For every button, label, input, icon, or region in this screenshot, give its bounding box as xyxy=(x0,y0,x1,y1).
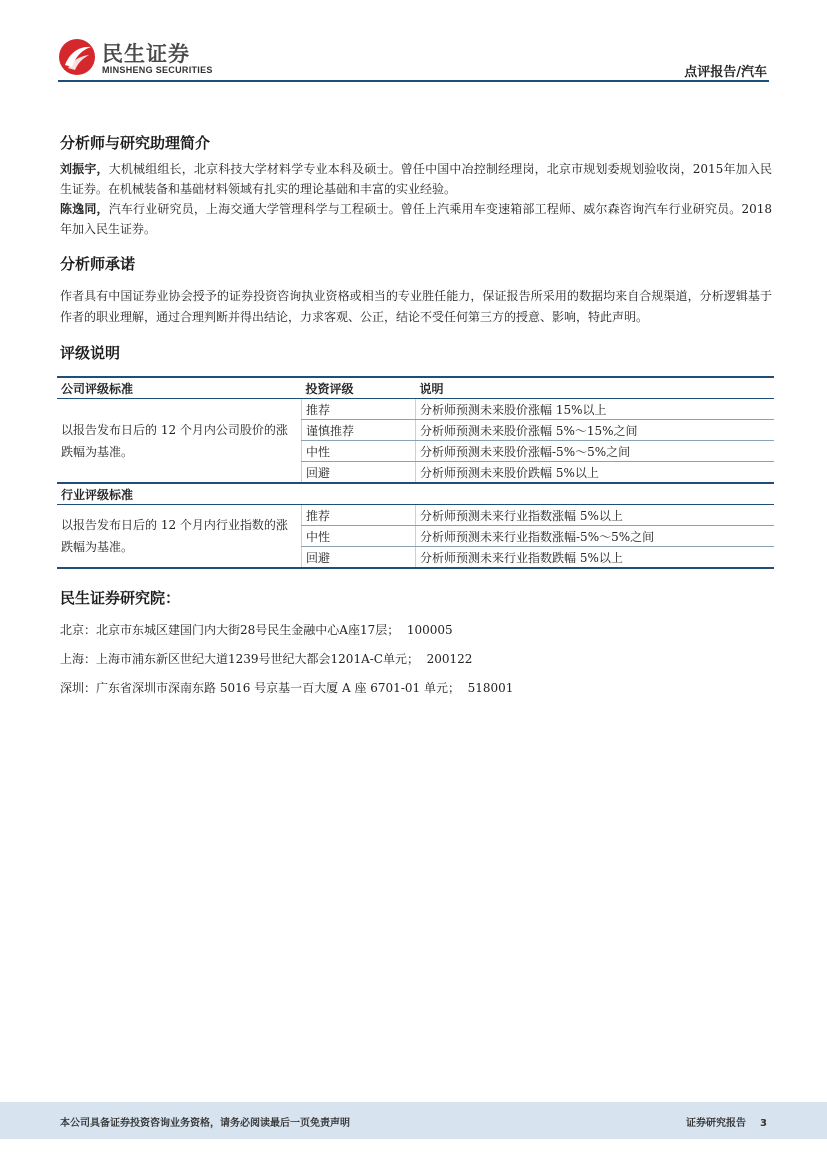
page-content xyxy=(60,128,772,696)
footer-report-label: 证券研究报告 xyxy=(686,1118,747,1129)
rating-value: 中性 xyxy=(302,526,416,547)
footer-right xyxy=(672,1114,767,1129)
footer-disclaimer: 本公司具备证券投资咨询业务资格，请务必阅读最后一页免责声明 xyxy=(60,1118,350,1129)
rating-description: 分析师预测未来股价涨幅-5%～5%之间 xyxy=(416,441,775,462)
rating-value: 推荐 xyxy=(302,505,416,526)
rating-description: 分析师预测未来股价涨幅 15%以上 xyxy=(416,399,775,420)
rating-value: 回避 xyxy=(302,462,416,484)
rating-section-title: 评级说明 xyxy=(60,344,121,362)
logo-chinese-name: 民生证券 xyxy=(102,42,190,66)
logo-english-name: MINSHENG SECURITIES xyxy=(102,65,213,75)
header-divider xyxy=(58,80,769,82)
table-row xyxy=(57,399,774,420)
analyst-bio xyxy=(60,159,772,199)
analyst-bio xyxy=(60,199,772,239)
address-shenzhen: 深圳：广东省深圳市深南东路 5016 号京基一百大厦 A 座 6701-01 单元； 518001 xyxy=(60,681,514,695)
report-category: 点评报告/汽车 xyxy=(684,65,767,80)
address-beijing: 北京：北京市东城区建国门内大街28号民生金融中心A座17层； 100005 xyxy=(60,623,453,637)
rating-description: 分析师预测未来行业指数涨幅-5%～5%之间 xyxy=(416,526,775,547)
page-footer xyxy=(0,1102,827,1139)
analysts-section-title: 分析师与研究助理简介 xyxy=(60,134,211,152)
rating-value: 中性 xyxy=(302,441,416,462)
minsheng-logo xyxy=(58,36,218,82)
address-shanghai: 上海：上海市浦东新区世纪大道1239号世纪大都会1201A-C单元； 200122 xyxy=(60,652,473,666)
rating-value: 回避 xyxy=(302,547,416,569)
rating-description: 分析师预测未来行业指数跌幅 5%以上 xyxy=(416,547,775,569)
rating-table xyxy=(57,376,774,569)
minsheng-logo-icon xyxy=(58,38,96,76)
industry-standard-header: 行业评级标准 xyxy=(57,483,302,505)
company-rating-header xyxy=(57,377,774,399)
company-standard-header: 公司评级标准 xyxy=(57,377,302,399)
analyst-description: 汽车行业研究员，上海交通大学管理科学与工程硕士。曾任上汽乘用车变速箱部工程师、威尔森咨询汽车行业研究员。2018年加入民生证券。 xyxy=(60,202,772,236)
rating-description: 分析师预测未来股价涨幅 5%～15%之间 xyxy=(416,420,775,441)
rating-description: 分析师预测未来行业指数涨幅 5%以上 xyxy=(416,505,775,526)
analyst-name: 刘振宇， xyxy=(60,162,109,176)
page-number: 3 xyxy=(760,1118,767,1129)
industry-rating-header xyxy=(57,483,774,505)
industry-rating-basis: 以报告发布日后的 12 个月内行业指数的涨跌幅为基准。 xyxy=(57,505,302,569)
rating-value: 谨慎推荐 xyxy=(302,420,416,441)
table-row xyxy=(57,505,774,526)
analyst-description: 大机械组组长，北京科技大学材料学专业本科及硕士。曾任中国中冶控制经理岗，北京市规划委规划验收岗，2015年加入民生证券。在机械装备和基础材料领域有扎实的理论基础和丰富的实业经验。 xyxy=(60,162,772,196)
company-rating-basis: 以报告发布日后的 12 个月内公司股价的涨跌幅为基准。 xyxy=(61,422,288,459)
rating-description: 分析师预测未来股价跌幅 5%以上 xyxy=(416,462,775,484)
page-header xyxy=(0,0,827,86)
description-column-header: 说明 xyxy=(416,377,775,399)
analyst-name: 陈逸同， xyxy=(60,202,109,216)
institute-section-title: 民生证券研究院： xyxy=(60,589,181,607)
rating-column-header: 投资评级 xyxy=(302,377,416,399)
rating-value: 推荐 xyxy=(302,399,416,420)
commitment-section-title: 分析师承诺 xyxy=(60,255,136,273)
commitment-text: 作者具有中国证券业协会授予的证券投资咨询执业资格或相当的专业胜任能力，保证报告所采用的数据均来自合规渠道，分析逻辑基于作者的职业理解，通过合理判断并得出结论，力求客观、公正，结论不受任何第三方的授意、影响，特此声明。 xyxy=(60,289,772,324)
